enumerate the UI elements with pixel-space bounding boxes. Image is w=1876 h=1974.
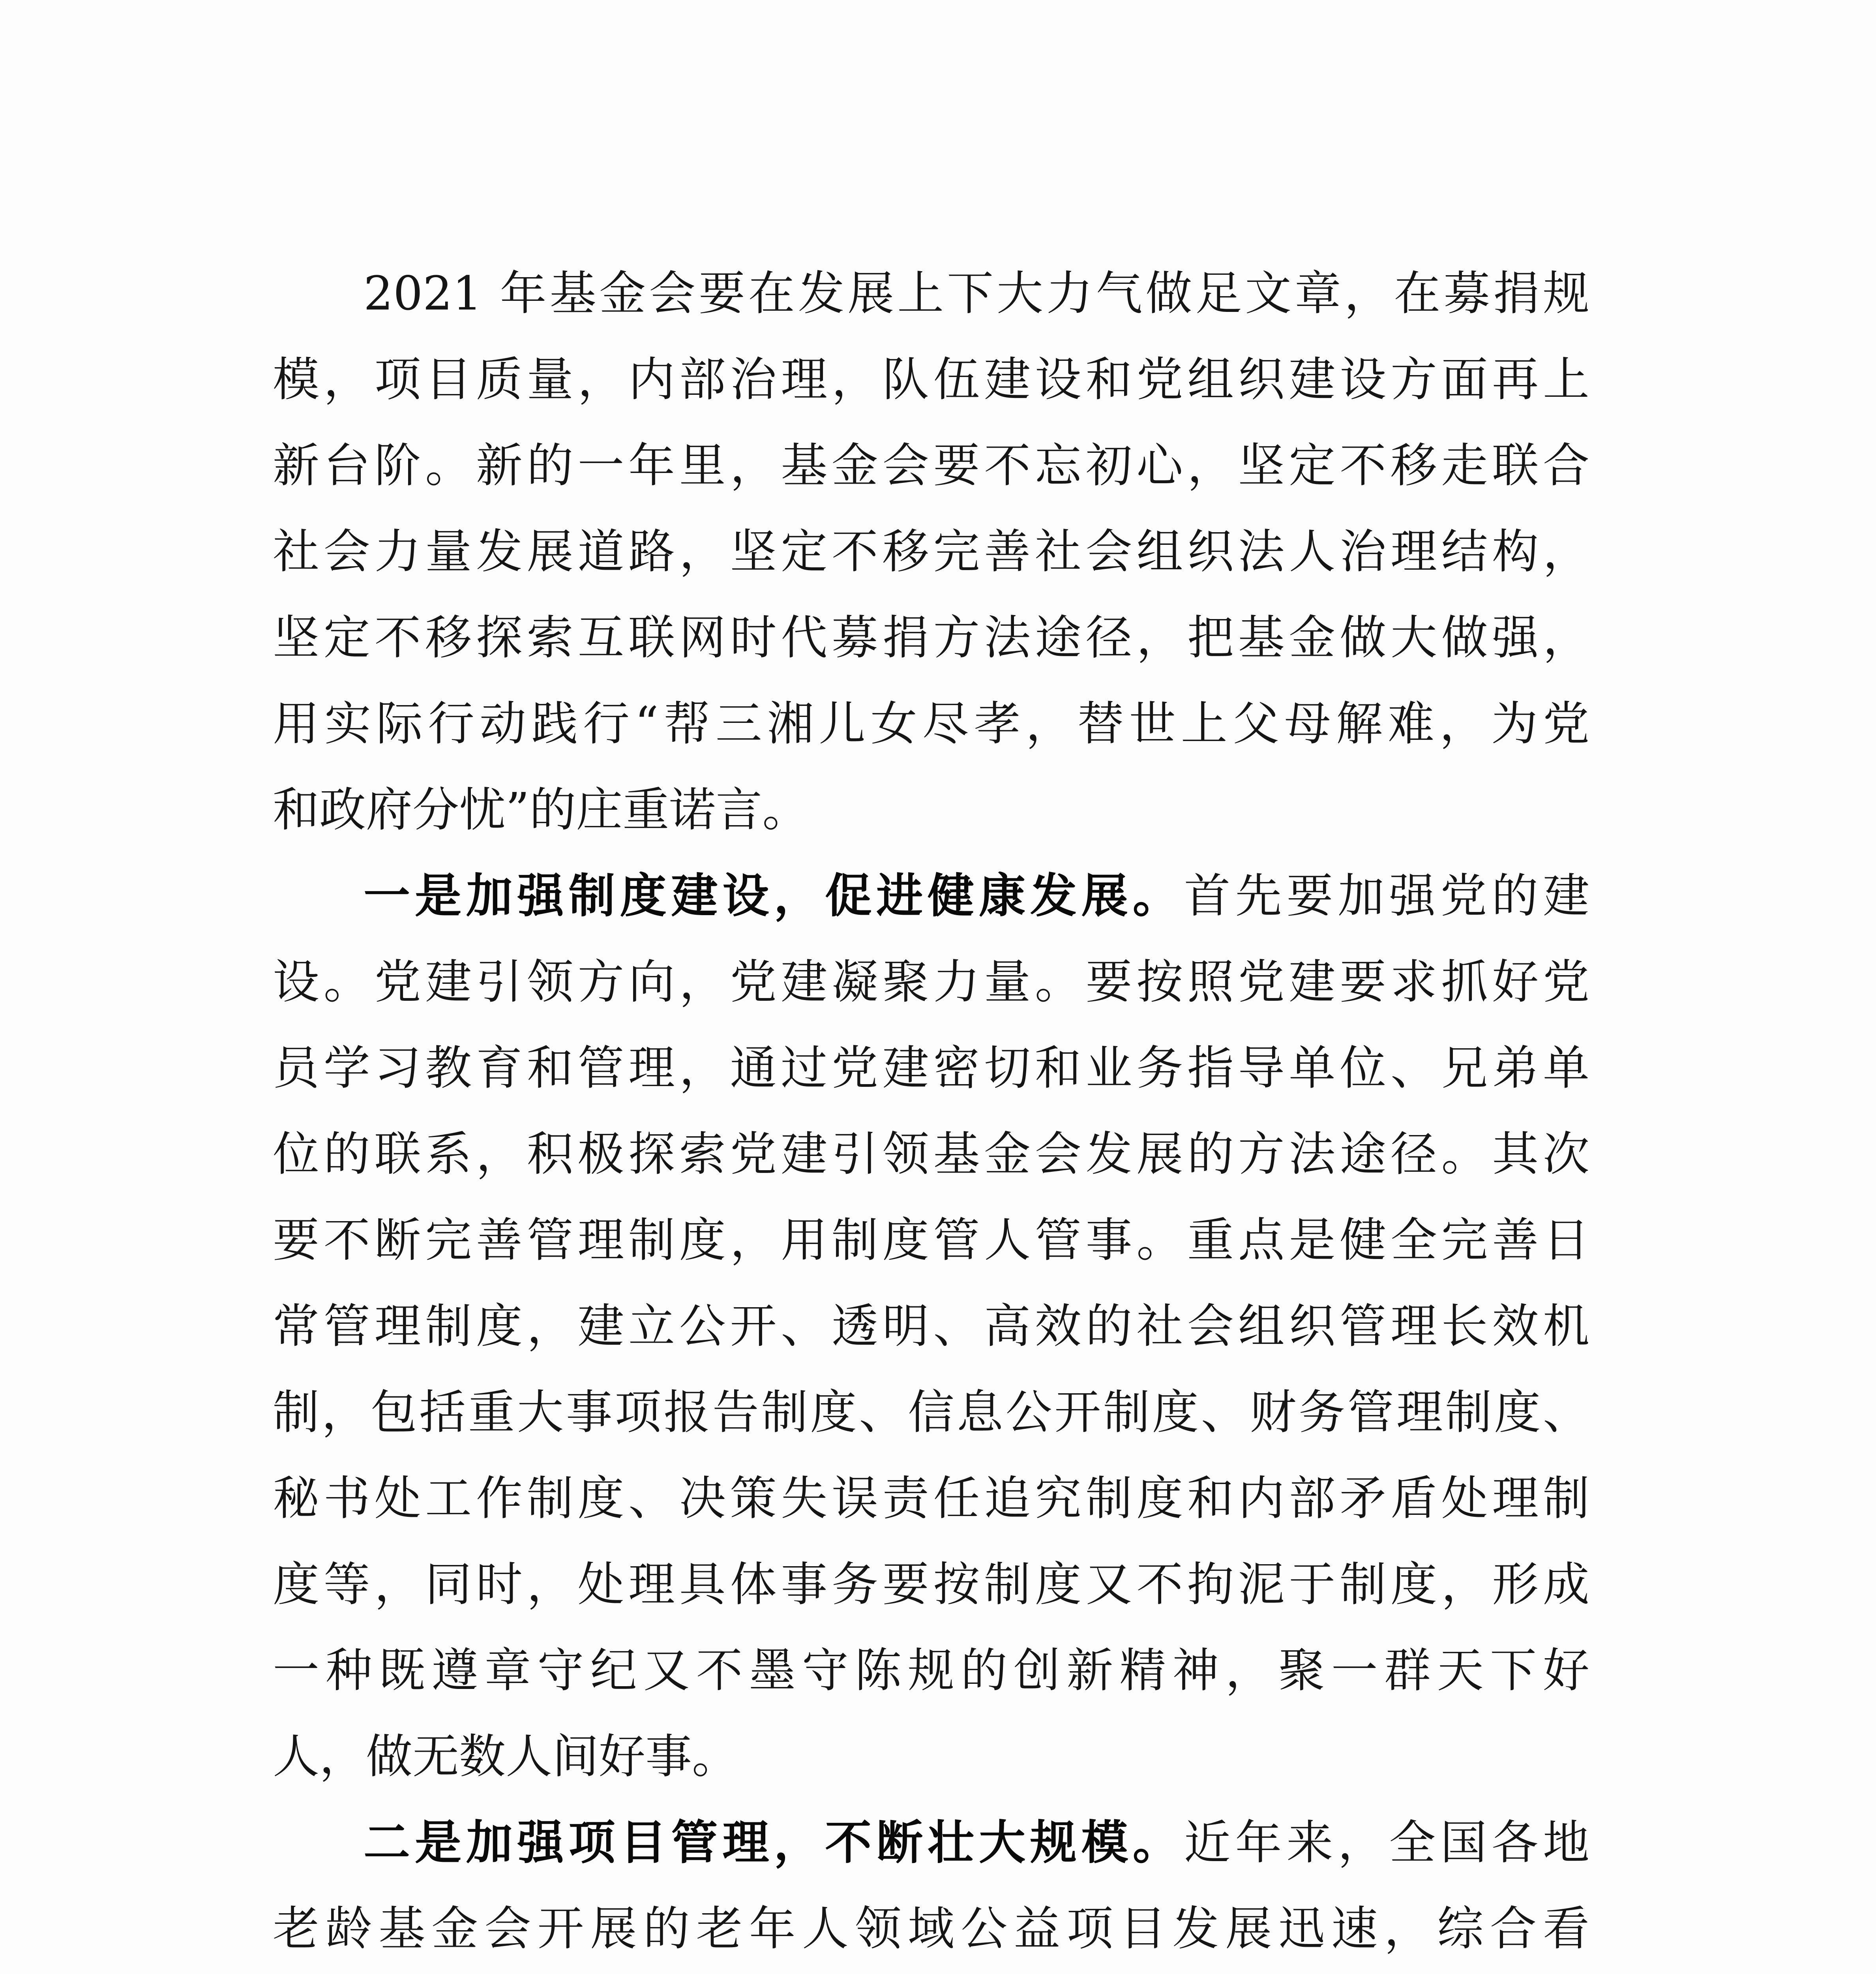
- body-text: [273, 250, 1589, 1974]
- text-line: [273, 1972, 1589, 1974]
- bold-lead-in: 一是加强制度建设，促进健康发展。: [364, 868, 1184, 923]
- text-line: 和政府分忧”的庄重诺言。: [273, 782, 809, 837]
- line-text: 首先要加强党的建: [1184, 869, 1589, 923]
- text-line: 常管理制度，建立公开、透明、高效的社会组织管理长效机: [273, 1299, 1589, 1353]
- text-line: 位的联系，积极探索党建引领基金会发展的方法途径。其次: [273, 1127, 1589, 1181]
- text-line: 制，包括重大事项报告制度、信息公开制度、财务管理制度、: [273, 1385, 1589, 1439]
- text-line: 2021 年基金会要在发展上下大力气做足文章，在募捐规: [364, 266, 1589, 321]
- text-line: 社会力量发展道路，坚定不移完善社会组织法人治理结构，: [273, 524, 1589, 579]
- text-line: [273, 1799, 1589, 1886]
- text-line: 要不断完善管理制度，用制度管人管事。重点是健全完善日: [273, 1213, 1589, 1267]
- text-line: 坚定不移探索互联网时代募捐方法途径，把基金做大做强，: [273, 610, 1589, 665]
- paragraph: [273, 250, 1589, 853]
- text-line: 人，做无数人间好事。: [273, 1729, 739, 1784]
- text-line: 秘书处工作制度、决策失误责任追究制度和内部矛盾处理制: [273, 1471, 1589, 1526]
- text-line: 模，项目质量，内部治理，队伍建设和党组织建设方面再上: [273, 352, 1589, 407]
- text-line: 度等，同时，处理具体事务要按制度又不拘泥于制度，形成: [273, 1557, 1589, 1612]
- paragraph: [273, 853, 1589, 1799]
- text-line: [273, 853, 1589, 939]
- paragraph: [273, 1799, 1589, 1974]
- line-text: 近年来，全国各地: [1184, 1815, 1589, 1870]
- text-line: 一种既遵章守纪又不墨守陈规的创新精神，聚一群天下好: [273, 1643, 1589, 1698]
- text-line: 员学习教育和管理，通过党建密切和业务指导单位、兄弟单: [273, 1041, 1589, 1095]
- text-line: 老龄基金会开展的老年人领域公益项目发展迅速，综合看: [273, 1901, 1589, 1956]
- bold-lead-in: 二是加强项目管理，不断壮大规模。: [364, 1815, 1184, 1870]
- text-line: 设。党建引领方向，党建凝聚力量。要按照党建要求抓好党: [273, 955, 1589, 1009]
- text-line: 用实际行动践行“帮三湘儿女尽孝，替世上父母解难，为党: [273, 696, 1589, 751]
- text-line: 新台阶。新的一年里，基金会要不忘初心，坚定不移走联合: [273, 438, 1589, 493]
